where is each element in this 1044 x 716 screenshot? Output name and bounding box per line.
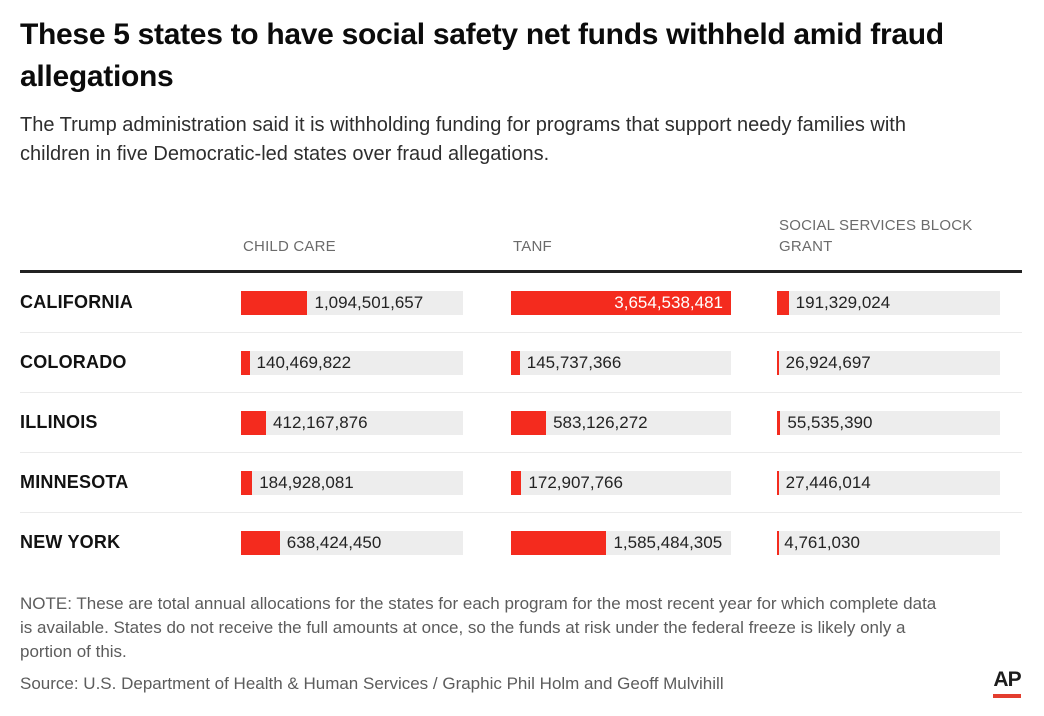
bar-fill xyxy=(777,291,789,315)
bar-fill xyxy=(241,531,280,555)
bar-cell xyxy=(241,471,511,495)
bar-track xyxy=(511,531,731,555)
bar-cell xyxy=(511,471,777,495)
bar-value-label: 26,924,697 xyxy=(785,352,871,372)
column-header-tanf: TANF xyxy=(513,238,552,255)
bar-fill xyxy=(241,471,252,495)
bar-track xyxy=(241,531,463,555)
bar-fill xyxy=(241,351,250,375)
bar-fill xyxy=(777,411,780,435)
bar-value-label: 638,424,450 xyxy=(286,532,382,552)
state-label: COLORADO xyxy=(20,352,127,372)
bar-cell xyxy=(241,291,511,315)
bar-track xyxy=(511,411,731,435)
bar-track xyxy=(777,291,1000,315)
bar-track xyxy=(777,411,1000,435)
bar-value-label: 1,094,501,657 xyxy=(314,292,424,312)
bar-chart-table xyxy=(20,270,1022,572)
bar-value-label: 191,329,024 xyxy=(795,292,891,312)
bar-fill xyxy=(511,471,521,495)
bar-value-label: 27,446,014 xyxy=(785,472,871,492)
table-row xyxy=(20,273,1022,333)
source-credit: Source: U.S. Department of Health & Human Services / Graphic Phil Holm and Geoff Mulvihill xyxy=(20,674,724,693)
table-row xyxy=(20,513,1022,572)
bar-track xyxy=(777,471,1000,495)
bar-fill xyxy=(511,351,520,375)
bar-cell xyxy=(241,411,511,435)
bar-fill xyxy=(511,531,606,555)
table-row xyxy=(20,333,1022,393)
bar-track xyxy=(241,411,463,435)
footnote: NOTE: These are total annual allocations for the states for each program for the most recent year for which complete data is available. States do not receive the full amounts at once, so the funds at risk under the federal freeze is likely only a portion of this. xyxy=(20,594,937,661)
table-row xyxy=(20,453,1022,513)
bar-track xyxy=(241,351,463,375)
bar-track xyxy=(511,351,731,375)
bar-fill xyxy=(241,291,307,315)
bar-fill xyxy=(777,531,779,555)
bar-cell xyxy=(241,531,511,555)
bar-value-label: 583,126,272 xyxy=(553,412,648,432)
state-label: NEW YORK xyxy=(20,532,121,552)
column-headers xyxy=(20,215,1022,270)
bar-value-label: 184,928,081 xyxy=(259,472,354,492)
state-label: MINNESOTA xyxy=(20,472,129,492)
ap-logo xyxy=(992,669,1022,698)
bar-cell xyxy=(777,531,1022,555)
bar-cell xyxy=(777,351,1022,375)
ap-logo-red-bar-icon xyxy=(993,694,1021,698)
bar-cell xyxy=(511,411,777,435)
bar-track xyxy=(511,471,731,495)
bar-value-label: 4,761,030 xyxy=(784,532,860,552)
bar-track xyxy=(777,531,1000,555)
bar-value-label: 1,585,484,305 xyxy=(613,532,723,552)
bar-value-label: 145,737,366 xyxy=(526,352,622,372)
bar-fill xyxy=(241,411,266,435)
bar-cell xyxy=(511,531,777,555)
bar-cell xyxy=(511,351,777,375)
state-label: CALIFORNIA xyxy=(20,292,133,312)
column-header-child-care: CHILD CARE xyxy=(243,238,336,255)
bar-track xyxy=(777,351,1000,375)
bar-value-label: 412,167,876 xyxy=(273,412,368,432)
state-label: ILLINOIS xyxy=(20,412,98,432)
bar-cell xyxy=(241,351,511,375)
page-subtitle: The Trump administration said it is withholding funding for programs that support needy families with children in five Democratic-led states over fraud allegations. xyxy=(20,114,906,165)
bar-cell xyxy=(777,291,1022,315)
bar-value-label: 3,654,538,481 xyxy=(614,292,723,312)
bar-value-label: 140,469,822 xyxy=(256,352,352,372)
bar-fill xyxy=(777,351,779,375)
page-title: These 5 states to have social safety net funds withheld amid fraud allegations xyxy=(20,18,944,93)
bar-cell xyxy=(777,411,1022,435)
table-row xyxy=(20,393,1022,453)
bar-value-label: 55,535,390 xyxy=(787,412,873,432)
bar-track xyxy=(241,291,463,315)
bar-fill xyxy=(777,471,779,495)
bar-cell xyxy=(511,291,777,315)
bar-fill xyxy=(511,411,546,435)
ap-logo-text: AP xyxy=(993,668,1021,691)
bar-cell xyxy=(777,471,1022,495)
bar-value-label: 172,907,766 xyxy=(528,472,623,492)
bar-track xyxy=(511,291,731,315)
bar-track xyxy=(241,471,463,495)
column-header-ssbg: SOCIAL SERVICES BLOCK GRANT xyxy=(779,217,973,255)
